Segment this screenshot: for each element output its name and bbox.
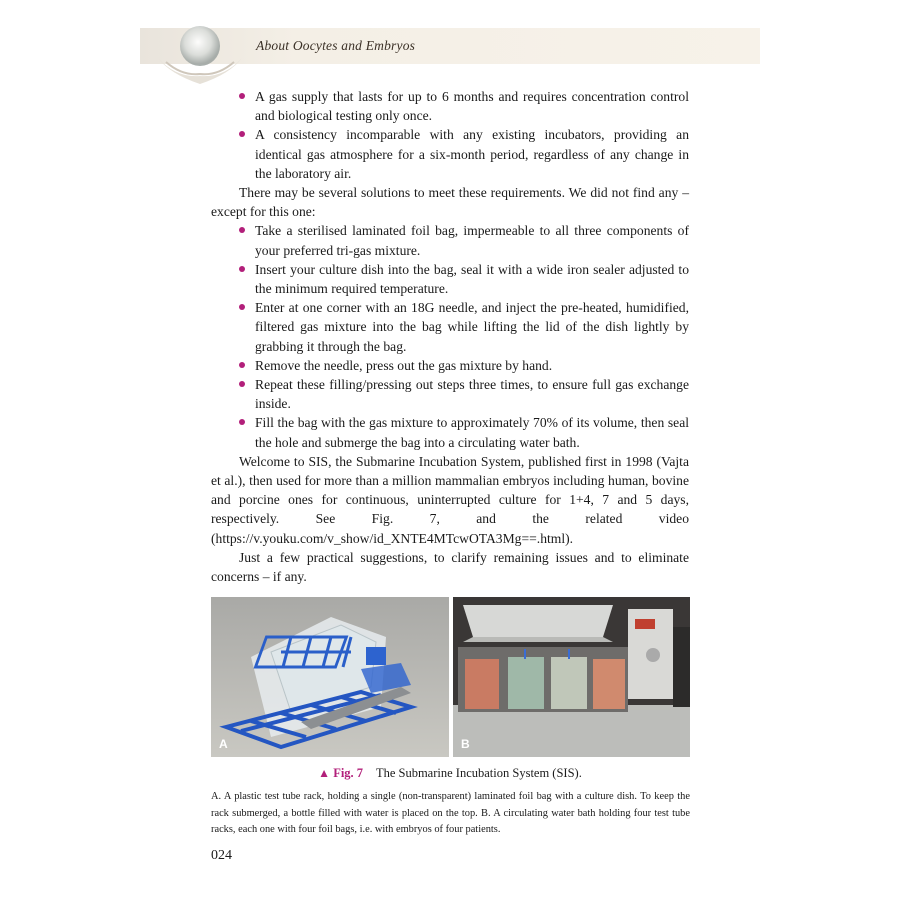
bullet-item: A gas supply that lasts for up to 6 months and requires concentration control and biological testing only once.: [211, 87, 689, 125]
bullet-item: Insert your culture dish into the bag, seal it with a wide iron sealer adjusted to the minimum required temperature.: [211, 260, 689, 298]
bullet-item: A consistency incomparable with any existing incubators, providing an identical gas atmosphere for a six-month period, regardless of any change in the laboratory air.: [211, 125, 689, 183]
figure-panel-b: [453, 597, 690, 757]
bullet-item: Take a sterilised laminated foil bag, impermeable to all three components of your preferred tri-gas mixture.: [211, 221, 689, 259]
bullet-dot-icon: [239, 266, 245, 272]
paragraph-suggestions: Just a few practical suggestions, to clarify remaining issues and to eliminate concerns – if any.: [211, 549, 689, 585]
paragraph-solutions: There may be several solutions to meet these requirements. We did not find any – except for this one:: [211, 185, 689, 220]
bullet-dot-icon: [239, 131, 245, 137]
figure-number: Fig. 7: [333, 766, 364, 780]
triangle-marker-icon: ▲: [318, 766, 331, 780]
body-text: [211, 87, 689, 586]
figure-caption-body: A. A plastic test tube rack, holding a single (non-transparent) laminated foil bag with a culture dish. To keep the rack submerged, a bottle filled with water is placed on the top. B. A circulating water bath holding four test tube racks, each one with four foil bags, i.e. with embryos of four patients.: [211, 791, 690, 836]
hands-holding-crystal-ball-icon: [148, 18, 248, 88]
bullet-dot-icon: [239, 419, 245, 425]
running-header-title: About Oocytes and Embryos: [256, 38, 416, 53]
figure-panel-a: [211, 597, 449, 757]
panel-a-label: A: [219, 737, 228, 751]
bullet-item: Fill the bag with the gas mixture to approximately 70% of its volume, then seal the hole and submerge the bag into a circulating water bath.: [211, 413, 689, 451]
panel-b-label: B: [461, 737, 470, 751]
page-number: 024: [211, 848, 232, 863]
bullet-item: Enter at one corner with an 18G needle, and inject the pre-heated, humidified, filtered gas mixture into the bag while lifting the lid of the dish lightly by grabbing it through the bag.: [211, 298, 689, 356]
bullet-dot-icon: [239, 93, 245, 99]
bullet-dot-icon: [239, 304, 245, 310]
bullet-dot-icon: [239, 227, 245, 233]
figure-caption-title: [0, 766, 900, 781]
bullet-item: Repeat these filling/pressing out steps three times, to ensure full gas exchange inside.: [211, 375, 689, 413]
water-bath-photo: [453, 597, 690, 757]
bullet-dot-icon: [239, 381, 245, 387]
test-tube-rack-photo: [211, 597, 449, 757]
bullet-item: Remove the needle, press out the gas mixture by hand.: [211, 356, 689, 375]
bullet-dot-icon: [239, 362, 245, 368]
paragraph-welcome: Welcome to SIS, the Submarine Incubation System, published first in 1998 (Vajta et al.), then used for more than a million mammalian embryos including human, bovine and porcine ones for continuous, uninterrupted culture for 1+4, 7 and 5 days, respectively. See Fig. 7, and the related video (https://v.youku.com/v_show/id_XNTE4MTcwOTA3Mg==.html).: [211, 453, 689, 546]
figure-title: The Submarine Incubation System (SIS).: [375, 766, 582, 780]
